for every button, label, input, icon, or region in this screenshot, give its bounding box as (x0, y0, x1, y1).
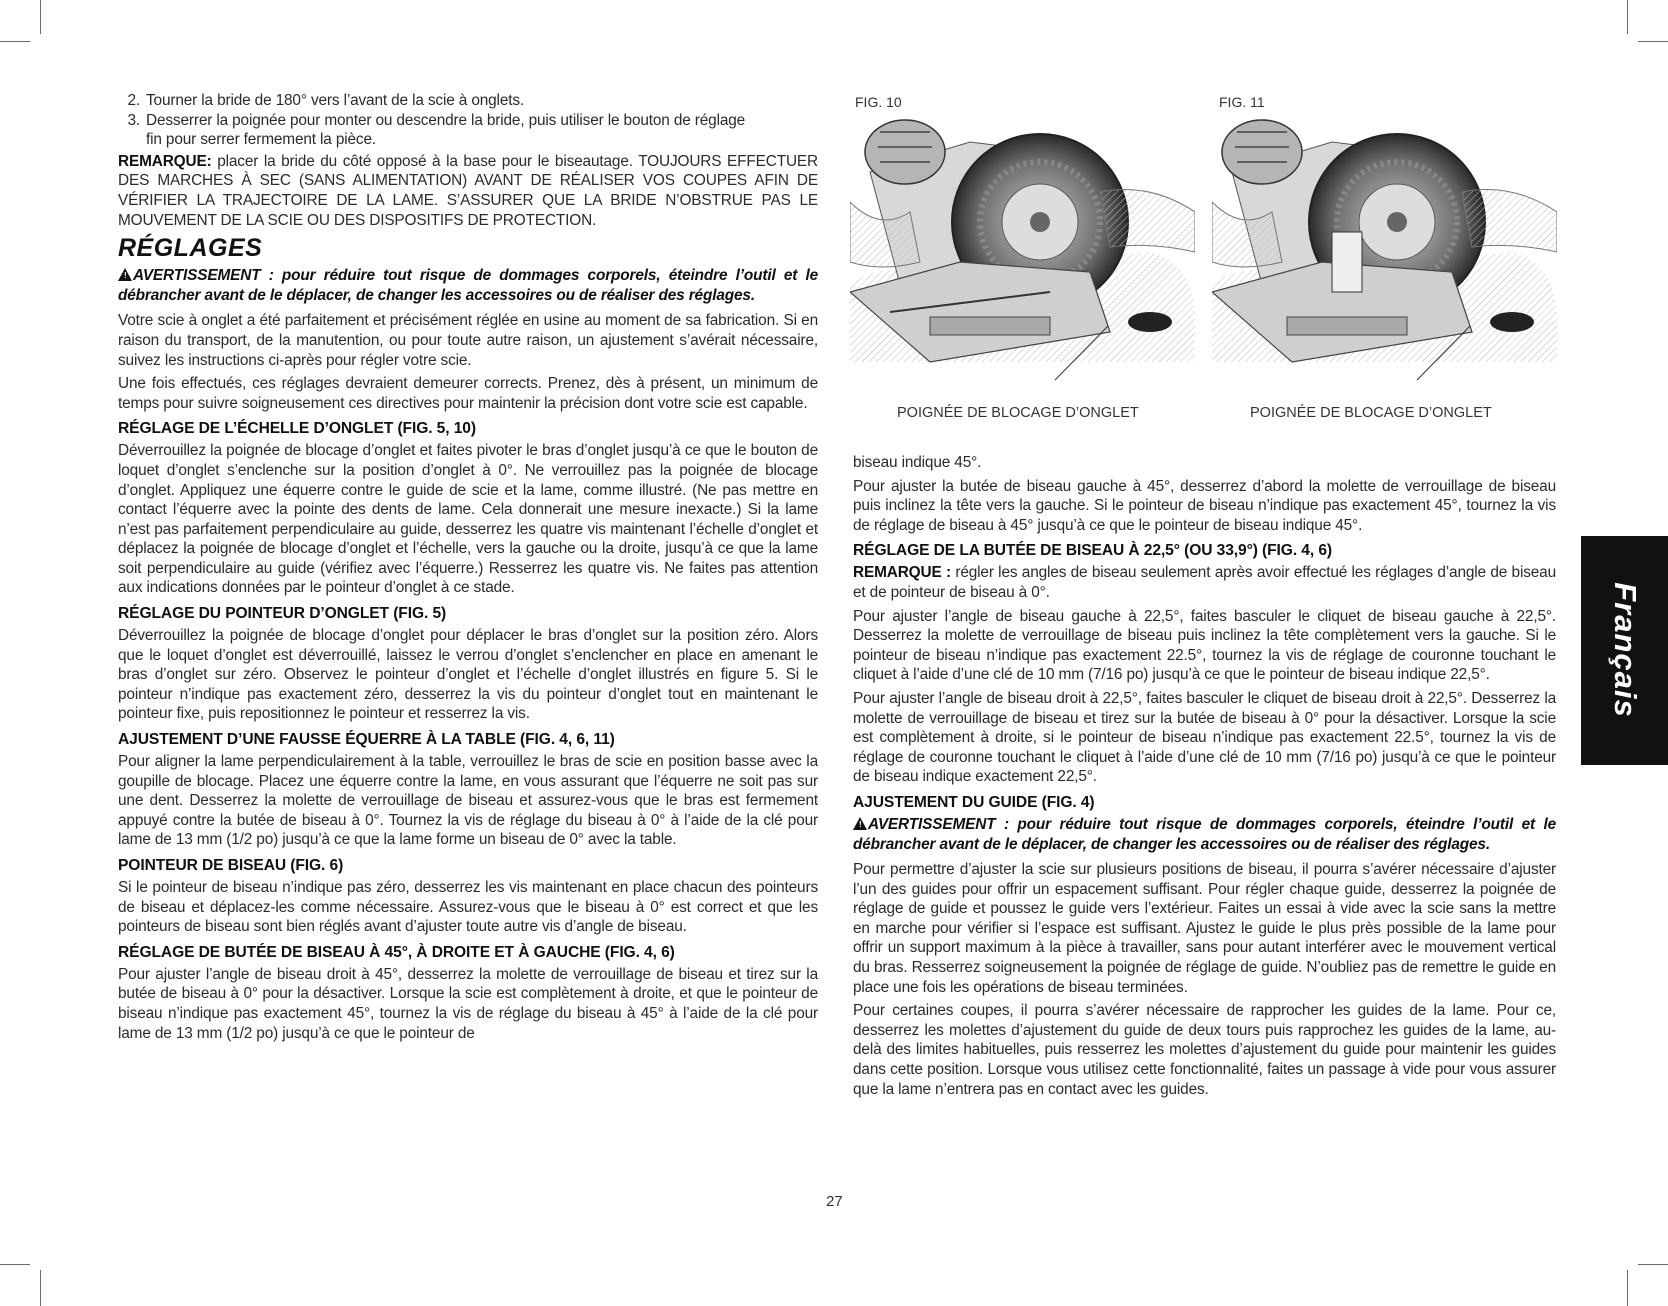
crop-mark (1638, 41, 1668, 42)
heading-butee-45: RÉGLAGE DE BUTÉE DE BISEAU À 45°, À DROITE ET À GAUCHE (FIG. 4, 6) (118, 943, 675, 961)
remarque-label: REMARQUE : (853, 564, 951, 582)
list-text: Desserrer la poignée pour monter ou descendre la bride, puis utiliser le bouton de réglage (146, 111, 746, 129)
remarque-text: régler les angles de biseau seulement après avoir effectué les réglages d’angle de biseau et de pointeur de biseau à 0°. (853, 564, 1556, 601)
paragraph: Pour permettre d’ajuster la scie sur plusieurs positions de biseau, il pourra s’avérer nécessaire d’ajuster l’un des guides pour offrir un espacement suffisant. Pour régler chaque guide, desserrez la poignée de réglage de guide et poussez le guide vers l’extérieur. Faites un essai à vide avec la scie sans la mettre en marche pour vérifier si l’espace est suffisant. Ajustez le guide le plus près possible de la lame pour offrir un support maximum à la pièce à travailler, sans pour autant interférer avec le mouvement vertical du bras. Resserrez soigneusement la poignée de réglage de guide. N’oubliez pas de remettre le guide en place une fois les opérations de biseau terminées. (853, 861, 1556, 996)
list-text: Tourner la bride de 180° vers l’avant de la scie à onglets. (146, 92, 525, 109)
crop-mark (40, 1270, 41, 1306)
paragraph: Une fois effectués, ces réglages devraient demeurer corrects. Prenez, dès à présent, un minimum de temps pour suivre soigneusement ces directives pour maintenir la précision dont votre scie est capable. (118, 375, 818, 412)
list-number: 2. (127, 92, 140, 109)
heading-butee-22: RÉGLAGE DE LA BUTÉE DE BISEAU À 22,5° (OU 33,9°) (FIG. 4, 6) (853, 542, 1332, 560)
warning-icon: ! (853, 817, 867, 830)
crop-mark (1627, 1270, 1628, 1306)
crop-mark (1627, 0, 1628, 34)
crop-mark (1638, 1264, 1668, 1265)
fig-11-label: FIG. 11 (1219, 94, 1265, 110)
right-column (853, 453, 1556, 1103)
heading-fausse-equerre: AJUSTEMENT D’UNE FAUSSE ÉQUERRE À LA TABLE (FIG. 4, 6, 11) (118, 731, 615, 749)
fig-10-image (850, 112, 1195, 392)
paragraph: Si le pointeur de biseau n’indique pas zéro, desserrez les vis maintenant en place chacun des pointeurs de biseau et déplacez-les comme nécessaire. Assurez-vous que le biseau à 0° est correct et que les pointeurs de biseau sont bien réglés avant d’ajuster toute autre vis d’angle de biseau. (118, 879, 818, 936)
list-item-continuation (118, 130, 818, 150)
section-title-reglages: RÉGLAGES (118, 234, 263, 263)
warning-icon: ! (118, 268, 132, 281)
list-number: 3. (127, 111, 140, 129)
paragraph: Pour ajuster l’angle de biseau droit à 22,5°, faites basculer le cliquet de biseau droit à 22,5°. Desserrez la molette de verrouillage de biseau et tirez sur la butée de biseau à 0° pour la désactiver. Lorsque la scie est complètement à droite, si le pointeur de biseau n’indique pas exactement 22.5°, tournez la vis de réglage de couronne touchant le cliquet à l’aide d’une clé de 10 mm (7/16 po) jusqu’à ce que le pointeur de biseau indique exactement 22,5°. (853, 689, 1556, 786)
paragraph: Pour ajuster l’angle de biseau droit à 45°, desserrez la molette de verrouillage de biseau et tirez sur la butée de biseau à 0° pour la désactiver. Lorsque la scie est complètement à droite, et que le pointeur de biseau n’indique pas exactement 45°, tournez la vis de réglage du biseau à 45° à l’aide de la clé pour lame de 13 mm (1/2 po) jusqu’à ce que le pointeur de (118, 965, 818, 1042)
fig-11-image (1212, 112, 1557, 392)
warning-paragraph (853, 815, 1556, 854)
list-item (118, 111, 818, 131)
page-number: 27 (826, 1193, 843, 1210)
heading-pointeur-onglet: RÉGLAGE DU POINTEUR D’ONGLET (FIG. 5) (118, 605, 447, 623)
paragraph: Votre scie à onglet a été parfaitement et précisément réglée en usine au moment de sa fabrication. Si en raison du transport, de la manutention, ou pour toute autre raison, un ajustement s’avérait nécessaire, suivez les instructions ci-après pour régler votre scie. (118, 312, 818, 369)
paragraph: Pour certaines coupes, il pourra s’avérer nécessaire de rapprocher les guides de la lame. Pour ce, desserrez les molettes d’ajustement du guide de deux tours puis rapprochez les guides de la lame, au-delà des limites habituelles, puis resserrez les molettes d’ajustement du guide pour maintenir les guides dans cette position. Lorsque vous utilisez cette fonctionnalité, faites un passage à vide pour vous assurer que la lame n’entrera pas en contact avec les guides. (853, 1002, 1556, 1098)
crop-mark (0, 1264, 30, 1265)
remarque-text: placer la bride du côté opposé à la base pour le biseautage. TOUJOURS EFFECTUER DES MARCHES À SEC (SANS ALIMENTATION) AVANT DE RÉALISER VOS COUPES AFIN DE VÉRIFIER LA TRAJECTOIRE DE LA LAME. S’ASSURER QUE LA BRIDE N’OBSTRUE PAS LE MOUVEMENT DE LA SCIE OU DES DISPOSITIFS DE PROTECTION. (118, 152, 818, 229)
language-tab-label: Français (1608, 582, 1643, 718)
heading-echelle-onglet: RÉGLAGE DE L’ÉCHELLE D’ONGLET (FIG. 5, 10) (118, 420, 476, 438)
fig-10-label: FIG. 10 (855, 94, 902, 110)
fig-10-caption: POIGNÉE DE BLOCAGE D’ONGLET (897, 405, 1139, 421)
crop-mark (0, 41, 30, 42)
paragraph: Pour aligner la lame perpendiculairement à la table, verrouillez le bras de scie en position basse avec la goupille de blocage. Placez une équerre contre la lame, en vous assurant que l’équerre ne soit pas sur une dent. Desserrez la molette de verrouillage de biseau et assurez-vous que le bras est fermement appuyé contre la butée de biseau à 0°. Tournez la vis de réglage du biseau à 0° à l’aide de la clé pour lame de 13 mm (1/2 po) jusqu’à ce que la lame forme un biseau de 0° avec la table. (118, 753, 818, 849)
remarque-label: REMARQUE: (118, 152, 212, 170)
list-item (118, 91, 818, 111)
remarque-paragraph (118, 152, 818, 230)
paragraph: Pour ajuster la butée de biseau gauche à 45°, desserrez d’abord la molette de verrouillage de biseau puis inclinez la tête vers la gauche. Si le pointeur de biseau n’indique pas exactement 45°, tournez la vis de réglage de biseau à 45° jusqu’à ce que le pointeur de biseau indique 45°. (853, 477, 1556, 534)
list-text-continuation: fin pour serrer fermement la pièce. (146, 131, 376, 149)
warning-text: AVERTISSEMENT : pour réduire tout risque de dommages corporels, éteindre l’outil et le débrancher avant de le déplacer, de changer les accessoires ou de réaliser des réglages. (853, 815, 1556, 853)
paragraph: biseau indique 45°. (853, 454, 982, 471)
warning-text: AVERTISSEMENT : pour réduire tout risque de dommages corporels, éteindre l’outil et le débrancher avant de le déplacer, de changer les accessoires ou de réaliser des réglages. (118, 267, 818, 304)
heading-guide: AJUSTEMENT DU GUIDE (FIG. 4) (853, 793, 1095, 811)
crop-mark (40, 0, 41, 34)
warning-paragraph (118, 266, 818, 305)
fig-11-caption: POIGNÉE DE BLOCAGE D’ONGLET (1250, 405, 1492, 421)
paragraph: Déverrouillez la poignée de blocage d’onglet et faites pivoter le bras d’onglet jusqu’à ce que le bouton de loquet d’onglet s’enclenche sur la position d’onglet à 0°. Ne verrouillez pas la poignée de blocage d’onglet. Appliquez une équerre contre le guide de scie et la lame, comme illustré. (Ne pas mettre en contact l’équerre avec la pointe des dents de lame. Cela donnerait une mesure inexacte.) Si la lame n’est pas parfaitement perpendiculaire au guide, desserrez les quatre vis maintenant l’échelle d’onglet et déplacez la poignée de blocage d’onglet et l’échelle, vers la gauche ou la droite, jusqu’à ce que la lame soit perpendiculaire au guide (vérifiez avec l’équerre.) Resserrez les quatre vis. Ne faites pas attention aux indications données par le pointeur d’onglet à ce stade. (118, 442, 818, 597)
left-column (118, 91, 818, 1047)
paragraph: Pour ajuster l’angle de biseau gauche à 22,5°, faites basculer le cliquet de biseau gauche à 22,5°. Desserrez la molette de verrouillage de biseau puis inclinez la tête complètement vers la gauche. Si le pointeur de biseau n’indique pas exactement 22.5°, tournez la vis de réglage de couronne touchant le cliquet à l’aide d’une clé de 10 mm (7/16 po) jusqu’à ce que le pointeur de biseau indique 22,5°. (853, 607, 1556, 684)
remarque-paragraph (853, 563, 1556, 602)
heading-pointeur-biseau: POINTEUR DE BISEAU (FIG. 6) (118, 857, 344, 874)
paragraph: Déverrouillez la poignée de blocage d’onglet pour déplacer le bras d’onglet sur la position zéro. Alors que le loquet d’onglet est déverrouillé, laissez le verrou d’onglet s’enclencher en place en amenant le bras d’onglet sur zéro. Observez le pointeur d’onglet et l’échelle d’onglet illustrés en figure 5. Si le pointeur n’indique pas exactement zéro, desserrez la vis du pointeur d’onglet tout en maintenant le pointeur fixe, puis repositionnez le pointeur et resserrez la vis. (118, 627, 818, 723)
